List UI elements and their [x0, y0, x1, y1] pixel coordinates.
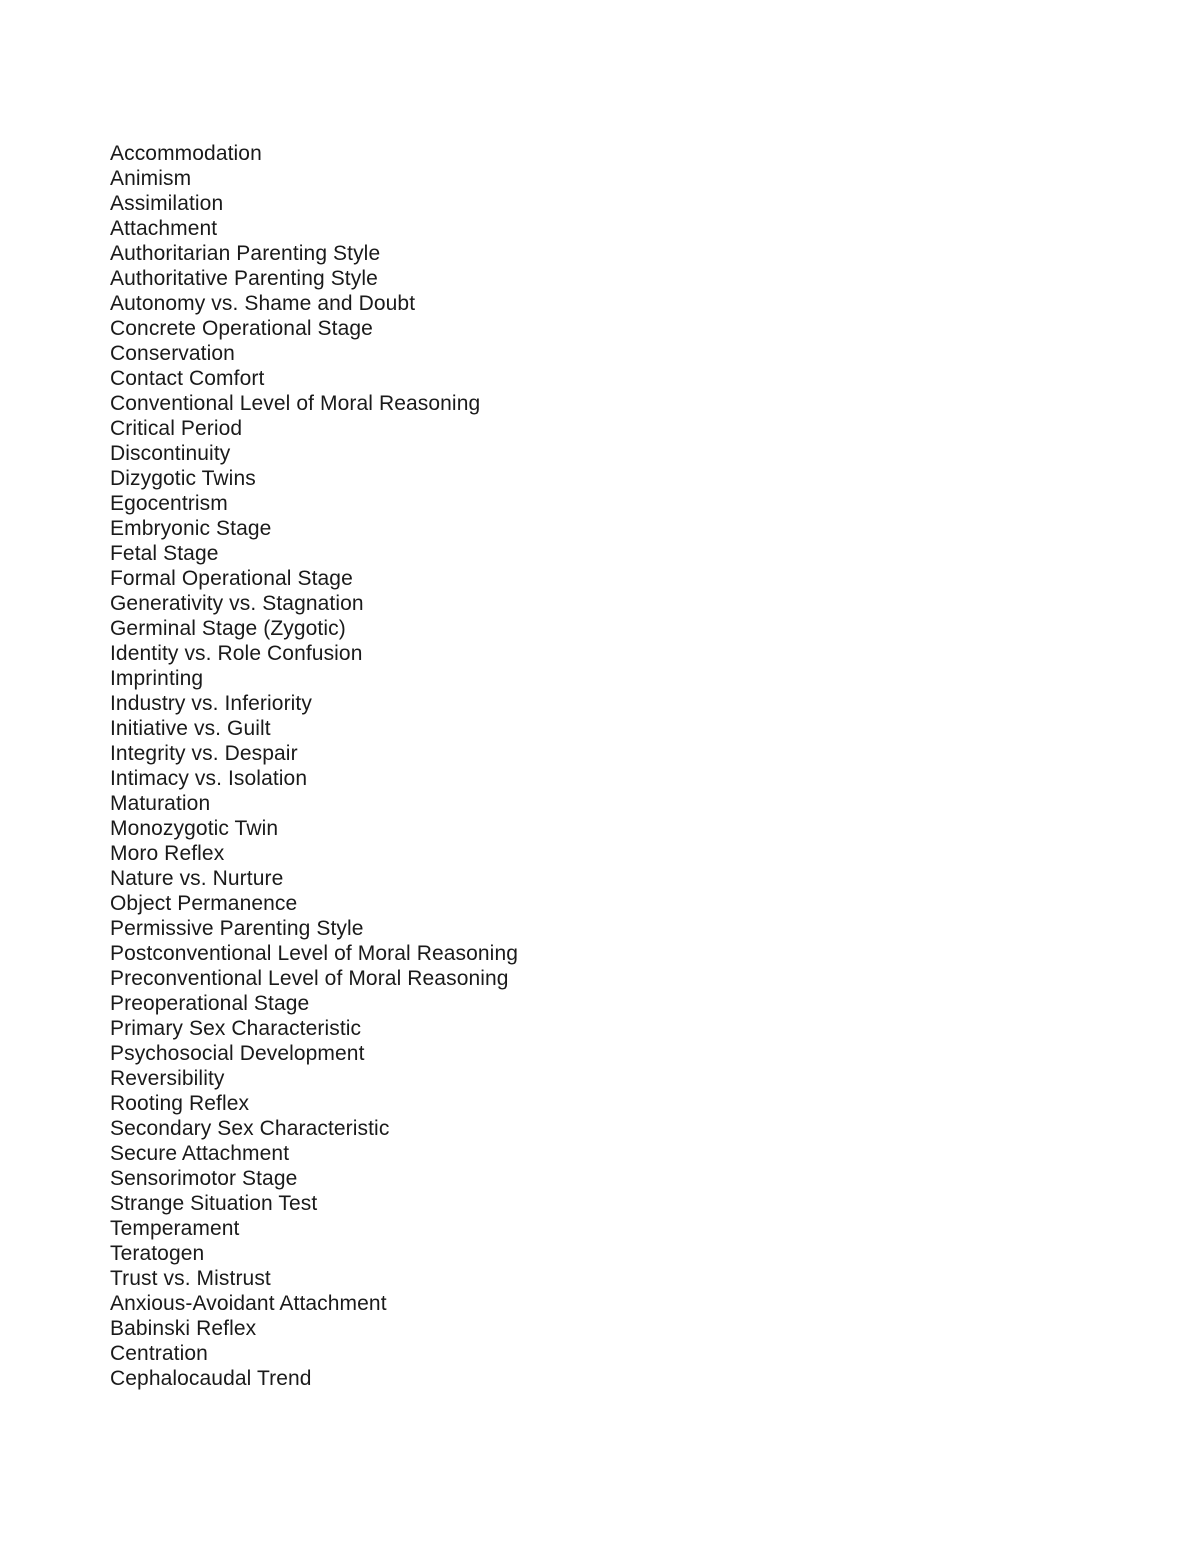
term-item: Postconventional Level of Moral Reasoning — [110, 942, 519, 965]
term-item: Centration — [110, 1342, 208, 1365]
term-item: Monozygotic Twin — [110, 817, 279, 840]
term-item: Authoritarian Parenting Style — [110, 242, 381, 265]
term-item: Secure Attachment — [110, 1142, 290, 1165]
term-item: Embryonic Stage — [110, 517, 272, 540]
term-item: Maturation — [110, 792, 211, 815]
term-item: Assimilation — [110, 192, 224, 215]
term-item: Fetal Stage — [110, 542, 219, 565]
term-item: Sensorimotor Stage — [110, 1167, 298, 1190]
term-item: Identity vs. Role Confusion — [110, 642, 363, 665]
term-item: Autonomy vs. Shame and Doubt — [110, 292, 416, 315]
term-item: Generativity vs. Stagnation — [110, 592, 364, 615]
term-item: Conventional Level of Moral Reasoning — [110, 392, 481, 415]
term-item: Babinski Reflex — [110, 1317, 257, 1340]
term-item: Teratogen — [110, 1242, 205, 1265]
term-item: Strange Situation Test — [110, 1192, 318, 1215]
term-item: Trust vs. Mistrust — [110, 1267, 271, 1290]
term-item: Secondary Sex Characteristic — [110, 1117, 390, 1140]
term-item: Permissive Parenting Style — [110, 917, 364, 940]
term-item: Preoperational Stage — [110, 992, 310, 1015]
term-item: Conservation — [110, 342, 235, 365]
term-item: Accommodation — [110, 142, 262, 165]
term-item: Intimacy vs. Isolation — [110, 767, 308, 790]
term-item: Reversibility — [110, 1067, 225, 1090]
term-item: Contact Comfort — [110, 367, 265, 390]
term-item: Egocentrism — [110, 492, 228, 515]
term-item: Animism — [110, 167, 192, 190]
term-item: Moro Reflex — [110, 842, 225, 865]
term-item: Integrity vs. Despair — [110, 742, 298, 765]
term-item: Initiative vs. Guilt — [110, 717, 271, 740]
term-item: Imprinting — [110, 667, 204, 690]
term-item: Critical Period — [110, 417, 243, 440]
term-item: Psychosocial Development — [110, 1042, 365, 1065]
term-item: Temperament — [110, 1217, 240, 1240]
term-item: Industry vs. Inferiority — [110, 692, 312, 715]
term-item: Authoritative Parenting Style — [110, 267, 378, 290]
term-item: Attachment — [110, 217, 218, 240]
term-item: Primary Sex Characteristic — [110, 1017, 362, 1040]
term-item: Concrete Operational Stage — [110, 317, 373, 340]
term-item: Dizygotic Twins — [110, 467, 256, 490]
term-item: Discontinuity — [110, 442, 231, 465]
term-item: Anxious-Avoidant Attachment — [110, 1292, 387, 1315]
term-item: Rooting Reflex — [110, 1092, 250, 1115]
term-item: Nature vs. Nurture — [110, 867, 284, 890]
term-item: Cephalocaudal Trend — [110, 1367, 312, 1390]
term-item: Formal Operational Stage — [110, 567, 353, 590]
term-item: Germinal Stage (Zygotic) — [110, 617, 346, 640]
term-item: Preconventional Level of Moral Reasoning — [110, 967, 509, 990]
term-item: Object Permanence — [110, 892, 298, 915]
term-list — [110, 141, 518, 1391]
